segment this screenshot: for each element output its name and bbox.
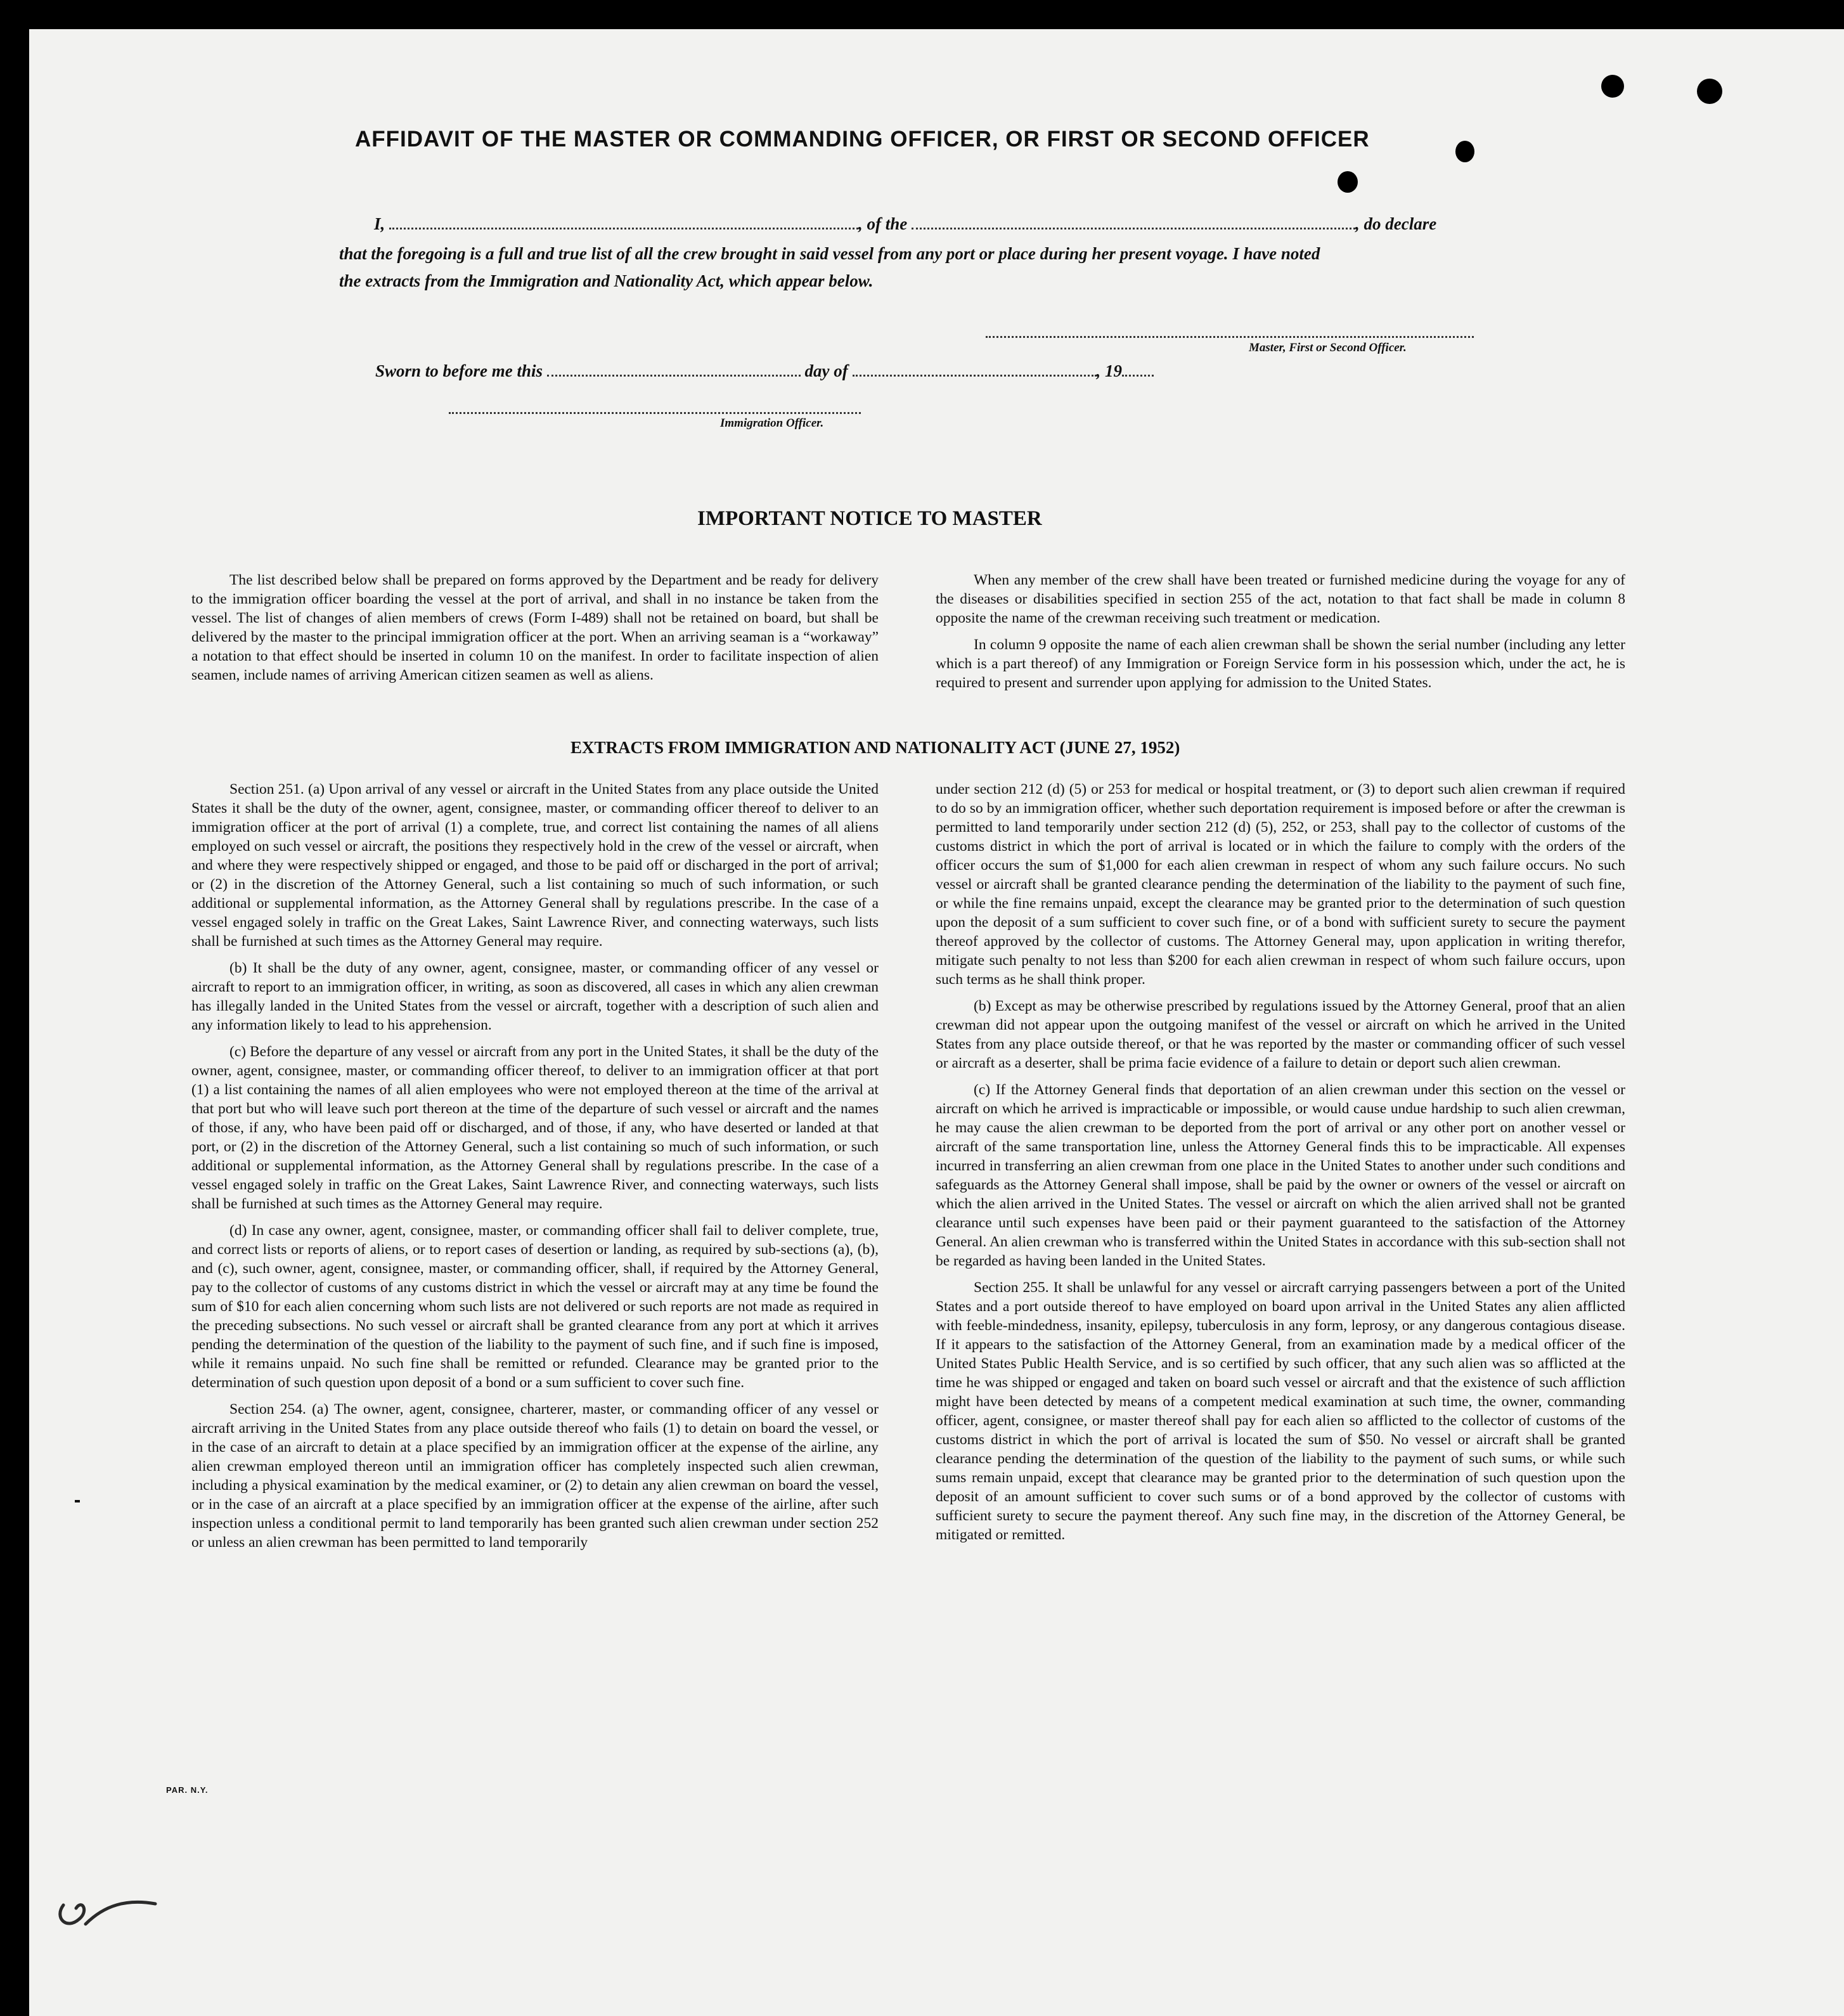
extract-paragraph: (c) Before the departure of any vessel or aircraft from any port in the United States, it shall be the duty of the owner, agent, consignee, master, or commanding officer thereof, to deliver to an immigration officer at that port (1) a list containing the names of all alien employees who were not employed thereon at the time of the arrival at that port but who will leave such port thereon at the time of the departure of such vessel or aircraft and the names of those, if any, who have been paid off or discharged, and of those, if any, who have deserted or landed at that port, or (2) in the discretion of the Attorney General, such a list containing so much of such information, or such additional or supplemental information, as the Attorney General shall by regulations prescribe. In the case of a vessel engaged solely in traffic on the Great Lakes, Saint Lawrence River, and connecting waterways, such lists shall be furnished at such times as the Attorney General may require.	[191, 1044, 879, 1212]
sworn-label: Sworn to before me this	[375, 361, 543, 380]
declare-i-label: I,	[374, 214, 385, 233]
declare-of-the-label: , of the	[858, 214, 908, 233]
vessel-field[interactable]	[912, 221, 1355, 229]
master-signature-line[interactable]	[986, 336, 1474, 338]
day-of-label: day of	[804, 361, 848, 380]
extract-paragraph: (b) It shall be the duty of any owner, agent, consignee, master, or commanding officer of any vessel or aircraft to report to an immigration officer, in writing, as soon as discovered, all cases in which any alien crewman has illegally landed in the United States from the vessel or aircraft, together with a description of such alien and any information likely to lead to his apprehension.	[191, 960, 879, 1033]
extract-paragraph: Section 254. (a) The owner, agent, consignee, charterer, master, or commanding officer of any vessel or aircraft arriving in the United States from any place outside thereof who fails (1) to detain on board the vessel, or in the case of an aircraft to detain at a place specified by an immigration officer at the expense of the airline, any alien crewman employed thereon until an immigration officer has completely inspected such alien crewman, including a physical examination by the medical examiner, or (2) to detain any alien crewman on board the vessel, or in the case of an aircraft at a place specified by an immigration officer at the expense of the airline, after such inspection unless a conditional permit to land temporarily has been granted such alien crewman under section 252 or unless an alien crewman has been permitted to land temporarily	[191, 1401, 879, 1551]
speck	[75, 1500, 80, 1502]
sworn-year-field[interactable]	[1122, 368, 1154, 377]
punch-hole	[1601, 75, 1624, 98]
extracts-right-column	[936, 780, 1625, 1552]
notice-right-paragraph: When any member of the crew shall have been treated or furnished medicine during the voyage for any of the diseases or disabilities specified in section 255 of the act, notation to that fact shall be made in column 8 opposite the name of the crewman receiving such treatment or medication.	[936, 572, 1625, 626]
notice-right-paragraph: In column 9 opposite the name of each alien crewman shall be shown the serial number (including any letter which is a part thereof) of any Immigration or Foreign Service form in his possession which, under the act, he is required to present and surrender upon applying for admission to the United States.	[936, 636, 1625, 691]
handwritten-mark	[51, 1880, 165, 1937]
ink-blot	[1455, 141, 1474, 162]
officer-caption: Immigration Officer.	[720, 417, 824, 430]
extracts-left-column	[191, 780, 879, 1560]
punch-hole	[1697, 79, 1722, 104]
sworn-month-field[interactable]	[853, 368, 1097, 377]
extract-paragraph: under section 212 (d) (5) or 253 for medical or hospital treatment, or (3) to deport such alien crewman if required to do so by an immigration officer, whether such deportation requirement is imposed before or after the crewman is permitted to land temporarily under section 212 (d) (5), 252, or 253, shall pay to the collector of customs of the customs district in which the port of arrival is located or in which the failure to comply with the orders of the officer occurs the sum of $1,000 for each alien crewman in respect of whom any such failure occurs. No such vessel or aircraft shall be granted clearance pending the determination of the liability to the payment of such fine, or while the fine remains unpaid, except the clearance may be granted prior to the determination of such question upon the deposit of a sum sufficient to cover such fine, or of a bond with sufficient surety to secure the payment thereof approved by the collector of customs. The Attorney General may, upon application in writing therefor, mitigate such penalty to not less than $200 for each alien crewman in respect of whom such failure occurs, upon such terms as he shall think proper.	[936, 781, 1625, 988]
printer-mark: PAR. N.Y.	[166, 1785, 209, 1795]
ink-blot	[1338, 171, 1358, 193]
sworn-day-field[interactable]	[547, 368, 801, 377]
extract-paragraph: (d) In case any owner, agent, consignee, master, or commanding officer shall fail to deliver complete, true, and correct lists or reports of aliens, or to report cases of desertion or landing, as required by sub-sections (a), (b), and (c), such owner, agent, consignee, master, or commanding officer, shall, if required by the Attorney General, pay to the collector of customs of any customs district in which the vessel or aircraft may at any time be found the sum of $10 for each alien concerning whom such lists are not delivered or such reports are not made as required in the preceding subsections. No such vessel or aircraft shall be granted clearance from any port at which it arrives pending the determination of the question of the liability to the payment of such fine, and if such fine is imposed, while it remains unpaid. No such fine shall be remitted or refunded. Clearance may be granted prior to the determination of such question upon deposit of a bond or a sum sufficient to cover such fine.	[191, 1222, 879, 1391]
extracts-title: EXTRACTS FROM IMMIGRATION AND NATIONALITY ACT (JUNE 27, 1952)	[571, 738, 1180, 757]
extract-paragraph: (b) Except as may be otherwise prescribed by regulations issued by the Attorney General, proof that an alien crewman did not appear upon the outgoing manifest of the vessel or aircraft on which he arrived in the United States from any place outside thereof, or that he was reported by the master or commanding officer of such vessel or aircraft as a deserter, shall be prima facie evidence of a failure to detain or deport such alien crewman.	[936, 998, 1625, 1071]
extract-paragraph: Section 251. (a) Upon arrival of any vessel or aircraft in the United States from any place outside the United States it shall be the duty of the owner, agent, consignee, master, or commanding officer thereof to deliver to an immigration officer at the port of arrival (1) a complete, true, and correct list containing the names of all aliens employed on such vessel or aircraft, the positions they respectively hold in the crew of the vessel or aircraft, when and where they were respectively shipped or engaged, and those to be paid off or discharged in the port of arrival; or (2) in the discretion of the Attorney General, such a list containing so much of such information, or such additional or supplemental information, as the Attorney General shall by regulations prescribe. In the case of a vessel engaged solely in traffic on the Great Lakes, Saint Lawrence River, and connecting waterways, such lists shall be furnished at such times as the Attorney General may require.	[191, 781, 879, 950]
notice-left-column	[191, 571, 879, 692]
affidavit-title: AFFIDAVIT OF THE MASTER OR COMMANDING OFFICER, OR FIRST OR SECOND OFFICER	[355, 127, 1370, 152]
notice-right-column	[936, 571, 1625, 700]
year-label: , 19	[1096, 361, 1123, 380]
declare-end-label: , do declare	[1355, 214, 1437, 233]
master-caption: Master, First or Second Officer.	[1249, 341, 1407, 354]
declaration-line	[374, 214, 1436, 234]
extract-paragraph: Section 255. It shall be unlawful for any vessel or aircraft carrying passengers between a port of the United States and a port outside thereof to have employed on board upon arrival in the United States any alien afflicted with feeble-mindedness, insanity, epilepsy, tuberculosis in any form, leprosy, or any dangerous contagious disease. If it appears to the satisfaction of the Attorney General, from an examination made by a medical officer of the United States Public Health Service, and is so certified by such officer, that any such alien was so afflicted at the time he was shipped or engaged and taken on board such vessel or aircraft and that the existence of such affliction might have been detected by means of a competent medical examination at such time, the owner, commanding officer, agent, consignee, or master thereof shall pay for each alien so afflicted to the collector of customs of the customs district in which the port of arrival is located the sum of $50. No vessel or aircraft shall be granted clearance pending the determination of the question of the liability to the payment of such sums, or while such sums remain unpaid, except that clearance may be granted prior to the determination of such question upon the deposit of an amount sufficient to cover such sums or of a bond approved by the collector of customs with sufficient surety to secure the payment thereof. Any such fine may, in the discretion of the Attorney General, be mitigated or remitted.	[936, 1279, 1625, 1543]
notice-left-paragraph: The list described below shall be prepared on forms approved by the Department and be ready for delivery to the immigration officer boarding the vessel at the port of arrival, and shall in no instance be taken from the vessel. The list of changes of alien members of crews (Form I-489) shall not be retained on board, but shall be delivered by the master to the principal immigration officer at the port. When an arriving seaman is a “workaway” a notation to that effect should be inserted in column 10 on the manifest. In order to facilitate inspection of alien seamen, include names of arriving American citizen seamen as well as aliens.	[191, 572, 879, 683]
notice-title: IMPORTANT NOTICE TO MASTER	[697, 507, 1042, 530]
name-field[interactable]	[389, 221, 858, 229]
statement-line-2: the extracts from the Immigration and Nationality Act, which appear below.	[339, 271, 874, 290]
sworn-line	[375, 361, 1154, 381]
officer-signature-line[interactable]	[449, 412, 861, 414]
extract-paragraph: (c) If the Attorney General finds that deportation of an alien crewman under this section on the vessel or aircraft on which he arrived is impracticable or impossible, or would cause undue hardship to such alien crewman, he may cause the alien crewman to be deported from the port of arrival or any other port on another vessel or aircraft of the same transportation line, unless the Attorney General finds this to be impracticable. All expenses incurred in transferring an alien crewman from one place in the United States to another under such conditions and safeguards as the Attorney General shall impose, shall be paid by the owner or owners of the vessel or aircraft on which the alien arrived in the United States. The vessel or aircraft on which the alien arrived shall not be granted clearance until such expenses have been paid or their payment guaranteed to the satisfaction of the Attorney General. An alien crewman who is transferred within the United States in accordance with this sub-section shall not be regarded as having been landed in the United States.	[936, 1082, 1625, 1269]
statement-line-1: that the foregoing is a full and true list of all the crew brought in said vessel from any port or place during her present voyage. I have noted	[339, 244, 1320, 263]
